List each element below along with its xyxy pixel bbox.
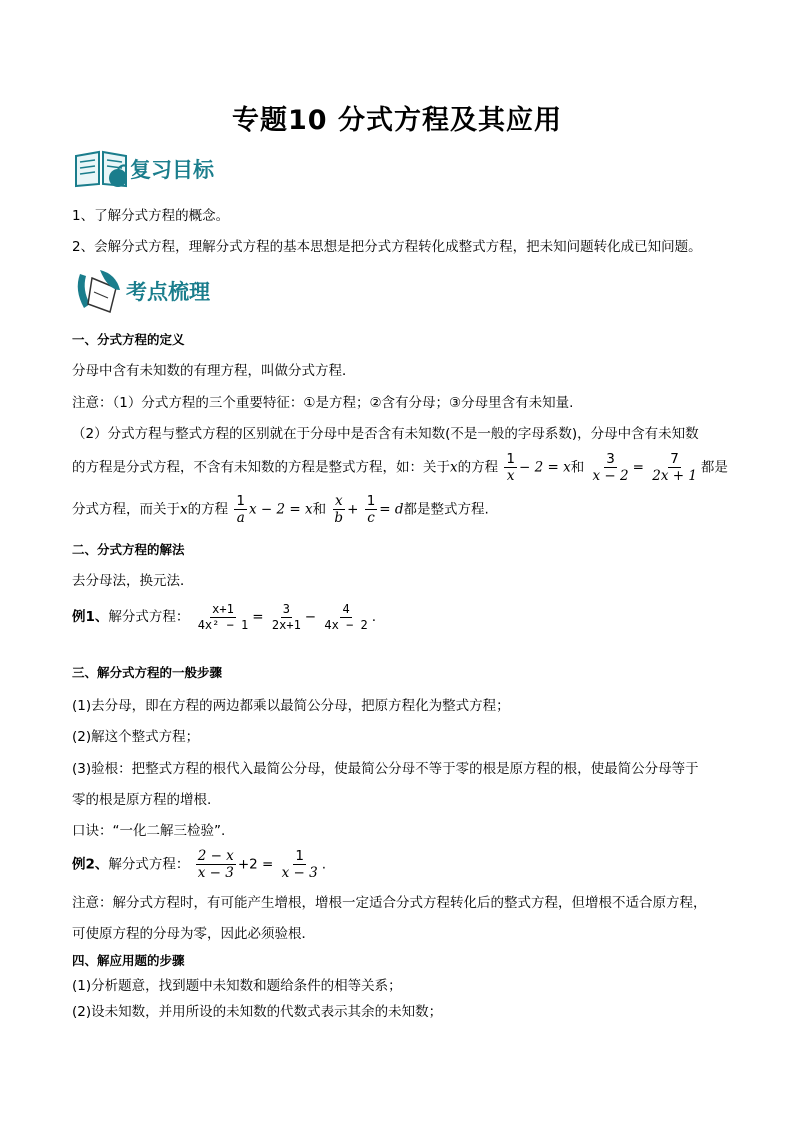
example-2: 例2、解分式方程： $\frac{2 - x}{x - 3}$ +2 = $\frac{1}{x - 3}$ . (72, 848, 327, 882)
goal-1: 1、了解分式方程的概念。 (72, 208, 230, 224)
part1-note-1: 注意：（1）分式方程的三个重要特征：①是方程；②含有分母；③分母里含有未知量. (72, 395, 574, 411)
fraction: $\frac{1}{x - 3}$ (281, 848, 318, 882)
part1-definition: 分母中含有未知数的有理方程，叫做分式方程． (72, 363, 356, 379)
part4-step-1: (1)分析题意，找到题中未知数和题给条件的相等关系； (72, 978, 402, 994)
fraction: $\frac{3}{x - 2}$ (592, 451, 629, 485)
part3-step-1: (1)去分母，即在方程的两边都乘以最简公分母，把原方程化为整式方程； (72, 698, 510, 714)
part2-heading: 二、分式方程的解法 (72, 542, 185, 557)
part4-step-2: (2)设未知数，并用所设的未知数的代数式表示其余的未知数； (72, 1004, 443, 1020)
part1-note-4: 分式方程，而关于x的方程 $\frac{1}{a}$ x − 2 = x和 $\frac{x}{b}$ + $\frac{1}{c}$ = d都是整式方程. (72, 493, 489, 527)
fraction: $\frac{1}{c}$ (366, 493, 376, 527)
part3-heading: 三、解分式方程的一般步骤 (72, 665, 223, 680)
part3-step-3b: 零的根是原方程的增根. (72, 792, 212, 808)
section-review-label: 复习目标 (130, 157, 214, 182)
fraction: $\frac{3}{2x+1}$ (271, 602, 301, 632)
fraction: $\frac{2 - x}{x - 3}$ (197, 848, 234, 882)
fraction: $\frac{1}{x}$ (506, 451, 516, 485)
fraction: $\frac{4}{4x - 2}$ (324, 602, 368, 632)
fraction: $\frac{1}{a}$ (236, 493, 246, 527)
section-points-header (72, 268, 210, 314)
part3-note-b: 可使原方程的分母为零，因此必须验根． (72, 926, 315, 942)
part1-note-2: （2）分式方程与整式方程的区别就在于分母中是否含有未知数(不是一般的字母系数)，分母中含有未知数 (72, 426, 699, 442)
example-1: 例1、解分式方程： $\frac{x+1}{\text{4x² − 1}}$ = $\frac{3}{2x+1}$ − $\frac{4}{4x - 2}$ . (72, 602, 377, 632)
goal-2: 2、会解分式方程，理解分式方程的基本思想是把分式方程转化成整式方程，把未知问题转化成已知问题。 (72, 239, 702, 255)
fraction: $\frac{x}{b}$ (334, 493, 344, 527)
part1-heading: 一、分式方程的定义 (72, 332, 185, 347)
leaf-pen-icon (72, 268, 122, 314)
fraction: $\frac{7}{2x + 1}$ (652, 451, 697, 485)
section-review-header (72, 148, 214, 190)
open-book-icon (72, 148, 130, 190)
part3-note-a: 注意：解分式方程时，有可能产生增根，增根一定适合分式方程转化后的整式方程，但增根不适合原方程， (72, 895, 707, 911)
part3-step-2: (2)解这个整式方程； (72, 729, 200, 745)
part3-step-3a: (3)验根：把整式方程的根代入最简公分母，使最简公分母不等于零的根是原方程的根，使最简公分母等于 (72, 761, 699, 777)
part4-heading: 四、解应用题的步骤 (72, 953, 185, 968)
part2-methods: 去分母法，换元法． (72, 573, 194, 589)
section-points-label: 考点梳理 (126, 279, 210, 304)
fraction: $\frac{x+1}{\text{4x² − 1}}$ (197, 602, 249, 632)
page-title: 专题10 分式方程及其应用 (232, 105, 562, 136)
part1-note-3: 的方程是分式方程，不含有未知数的方程是整式方程，如：关于x的方程 $\frac{1}{x}$ − 2 = x和 $\frac{3}{x - 2}$ = $\frac{7}{2x + 1}$ 都是 (72, 451, 728, 485)
part3-rhyme: 口诀：“一化二解三检验”. (72, 823, 226, 839)
